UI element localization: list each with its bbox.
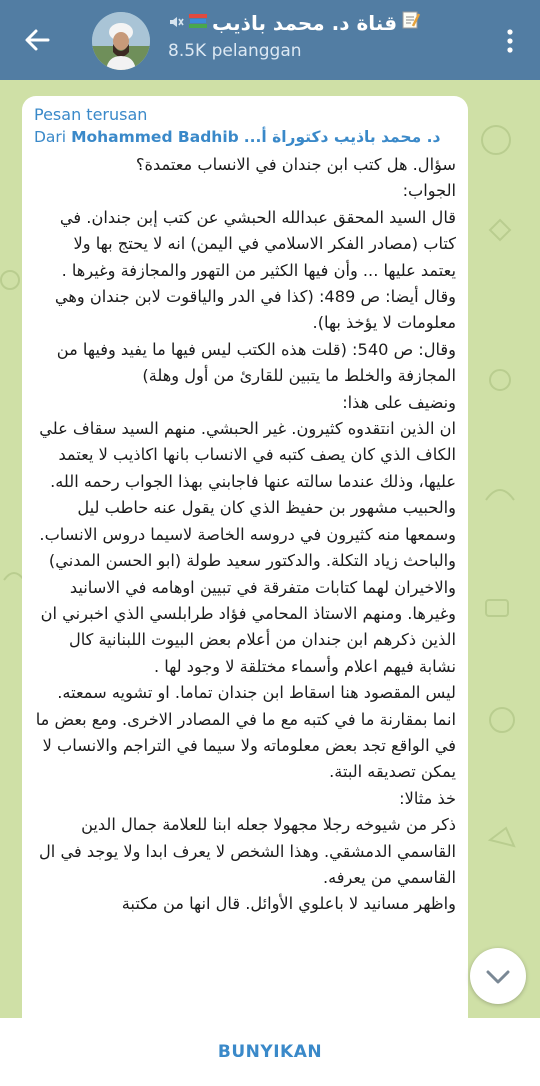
forwarded-message-bubble[interactable]: [22, 96, 468, 1018]
more-vert-icon: [498, 24, 522, 58]
message-line: ليس المقصود هنا اسقاط ابن جندان تماما. او تشويه سمعته. انما بمقارنة ما في كتبه مع ما في المصادر الاخرى. ومع بعض ما في الواقع تجد بعض معلوماته ولا سيما في التراجم والانساب لا يمكن تصديقه البتة.: [35, 683, 456, 782]
forwarded-label: Pesan terusan: [34, 105, 148, 124]
forwarded-from[interactable]: [34, 126, 456, 148]
muted-icon: [168, 11, 184, 35]
message-line: ان الذين انتقدوه كثيرون. غير الحبشي. منهم السيد سقاف علي الكاف الذي كان يصف كتبه في الانساب بانها اكاذيب لا يعتمد عليها، وذلك عندما سالته عنها فاجابني بهذا الجواب رحمه الله. والحبيب مشهور بن حفيظ الذي كان يقول عنه حاطب ليل وسمعها منه كثيرون في دروسه الخاصة لاسيما دروس الانساب. والباحث زياد التكلة. والدكتور سعيد طولة (ابو الحسن المدني) والاخيران لهما كتابات متفرقة في تبيين اوهامه في الاسانيد وغيرها. ومنهم الاستاذ المحامي فؤاد طرابلسي الذي اخبرني ان الذين ذكرهم ابن جندان من أعلام بعض البيوت اللبنانية كال نشابة فيهم اعلام وأسماء مختلقة لا وجود لها .: [39, 419, 456, 676]
channel-title[interactable]: [168, 10, 468, 35]
message-line: الجواب:: [402, 181, 456, 201]
unmute-button[interactable]: BUNYIKAN: [217, 1042, 323, 1062]
message-line: ونضيف على هذا:: [342, 392, 456, 412]
message-text: [34, 152, 456, 918]
forwarded-from-prefix: Dari: [34, 128, 67, 146]
more-options-button[interactable]: [498, 24, 522, 58]
message-line: وقال: ص 540: (قلت هذه الكتب ليس فيها ما يفيد وفيها من المجازفة والخلط ما يتبين للقارئ من أول وهلة): [56, 339, 456, 386]
chat-header: [0, 0, 540, 80]
forwarded-from-name: Mohammed Badhib: [71, 128, 239, 146]
message-line: ذكر من شيوخه رجلا مجهولا جعله ابنا للعلامة جمال الدين القاسمي الدمشقي. وهذا الشخص لا يعرف ابدا ولا يوجد في ال القاسمي من يعرفه.: [39, 815, 456, 887]
chat-area[interactable]: [0, 80, 540, 1018]
message-line: خذ مثالا:: [399, 788, 456, 808]
back-button[interactable]: [18, 22, 58, 58]
message-line: سؤال. هل كتب ابن جندان في الانساب معتمدة؟: [135, 155, 456, 174]
memo-icon: [401, 10, 421, 35]
message-line: وقال أيضا: ص 489: (كذا في الدر والياقوت لابن جندان وهي معلومات لا يؤخذ بها).: [54, 287, 456, 333]
chevron-down-icon: [470, 948, 526, 1004]
bottom-bar: [0, 1018, 540, 1086]
subscriber-count: 8.5K pelanggan: [168, 41, 302, 61]
channel-title-text: قناة د. محمد باذيب: [212, 10, 398, 35]
back-arrow-icon: [18, 22, 58, 58]
scroll-down-button[interactable]: [470, 948, 526, 1004]
avatar[interactable]: [92, 12, 150, 70]
message-line: قال السيد المحقق عبدالله الحبشي عن كتب إبن جندان. في كتاب (مصادر الفكر الاسلامي في اليمن) انه لا يحتج بها ولا يعتمد عليها ... وأن فيها الكثير من التهور والمجازفة وغيرها .: [59, 207, 456, 280]
message-line: واظهر مسانيد لا باعلوي الأوائل. قال انها من مكتبة: [121, 894, 456, 914]
books-icon: [188, 11, 208, 35]
forwarded-from-arabic-name: ...د. محمد باذيب دكتوراة أ: [243, 128, 441, 146]
